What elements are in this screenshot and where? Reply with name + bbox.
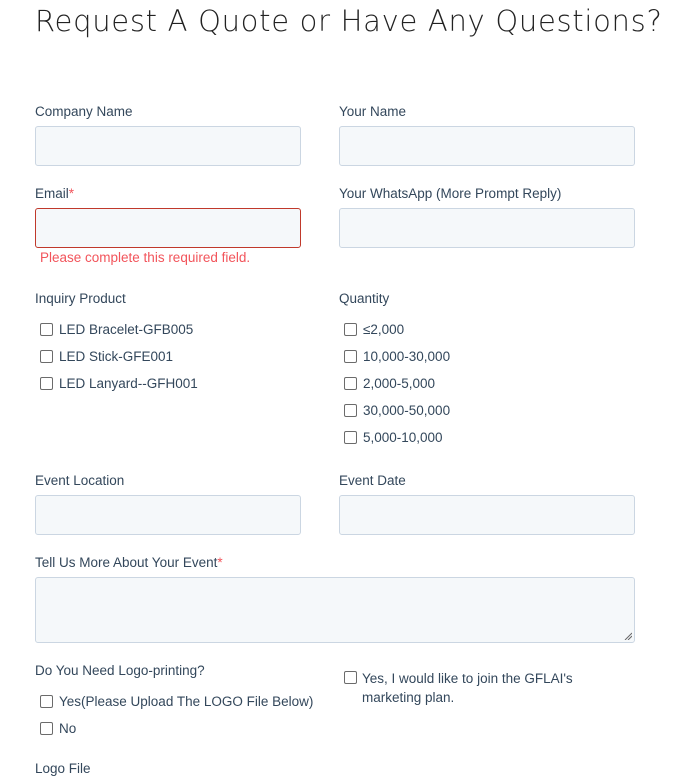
tell-us-more-label: Tell Us More About Your Event* [35, 555, 223, 570]
event-location-input[interactable] [35, 495, 301, 535]
checkbox[interactable] [40, 722, 53, 735]
checkbox[interactable] [344, 323, 357, 336]
checkbox[interactable] [40, 323, 53, 336]
company-name-input[interactable] [35, 126, 301, 166]
tell-us-more-textarea[interactable] [35, 577, 635, 643]
whatsapp-label: Your WhatsApp (More Prompt Reply) [339, 186, 562, 201]
quantity-option-1[interactable]: ≤2,000 [344, 322, 404, 337]
required-asterisk: * [217, 555, 223, 570]
event-date-input[interactable] [339, 495, 635, 535]
email-error-message: Please complete this required field. [40, 250, 251, 265]
checkbox[interactable] [344, 671, 357, 684]
quantity-option-2[interactable]: 10,000-30,000 [344, 349, 450, 364]
product-option-lanyard[interactable]: LED Lanyard--GFH001 [40, 376, 198, 391]
quantity-label: Quantity [339, 291, 390, 306]
logo-file-label: Logo File [35, 761, 91, 776]
email-input[interactable] [35, 208, 301, 248]
product-option-bracelet[interactable]: LED Bracelet-GFB005 [40, 322, 193, 337]
your-name-label: Your Name [339, 104, 407, 119]
quantity-option-4[interactable]: 30,000-50,000 [344, 403, 450, 418]
checkbox[interactable] [40, 377, 53, 390]
quantity-option-3[interactable]: 2,000-5,000 [344, 376, 435, 391]
checkbox[interactable] [344, 431, 357, 444]
email-label: Email* [35, 186, 75, 201]
your-name-input[interactable] [339, 126, 635, 166]
event-location-label: Event Location [35, 473, 125, 488]
resize-handle-icon[interactable] [624, 632, 632, 640]
marketing-plan-checkbox[interactable]: Yes, I would like to join the GFLAI's marketing plan. [344, 669, 634, 707]
inquiry-product-label: Inquiry Product [35, 291, 126, 306]
company-name-label: Company Name [35, 104, 133, 119]
product-option-stick[interactable]: LED Stick-GFE001 [40, 349, 173, 364]
page-title: Request A Quote or Have Any Questions? [35, 4, 663, 38]
quantity-option-5[interactable]: 5,000-10,000 [344, 430, 443, 445]
checkbox[interactable] [344, 350, 357, 363]
logo-option-no[interactable]: No [40, 721, 76, 736]
logo-printing-label: Do You Need Logo-printing? [35, 663, 205, 678]
event-date-label: Event Date [339, 473, 406, 488]
checkbox[interactable] [40, 695, 53, 708]
checkbox[interactable] [344, 377, 357, 390]
logo-option-yes[interactable]: Yes(Please Upload The LOGO File Below) [40, 694, 313, 709]
whatsapp-input[interactable] [339, 208, 635, 248]
checkbox[interactable] [40, 350, 53, 363]
required-asterisk: * [68, 186, 75, 201]
checkbox[interactable] [344, 404, 357, 417]
